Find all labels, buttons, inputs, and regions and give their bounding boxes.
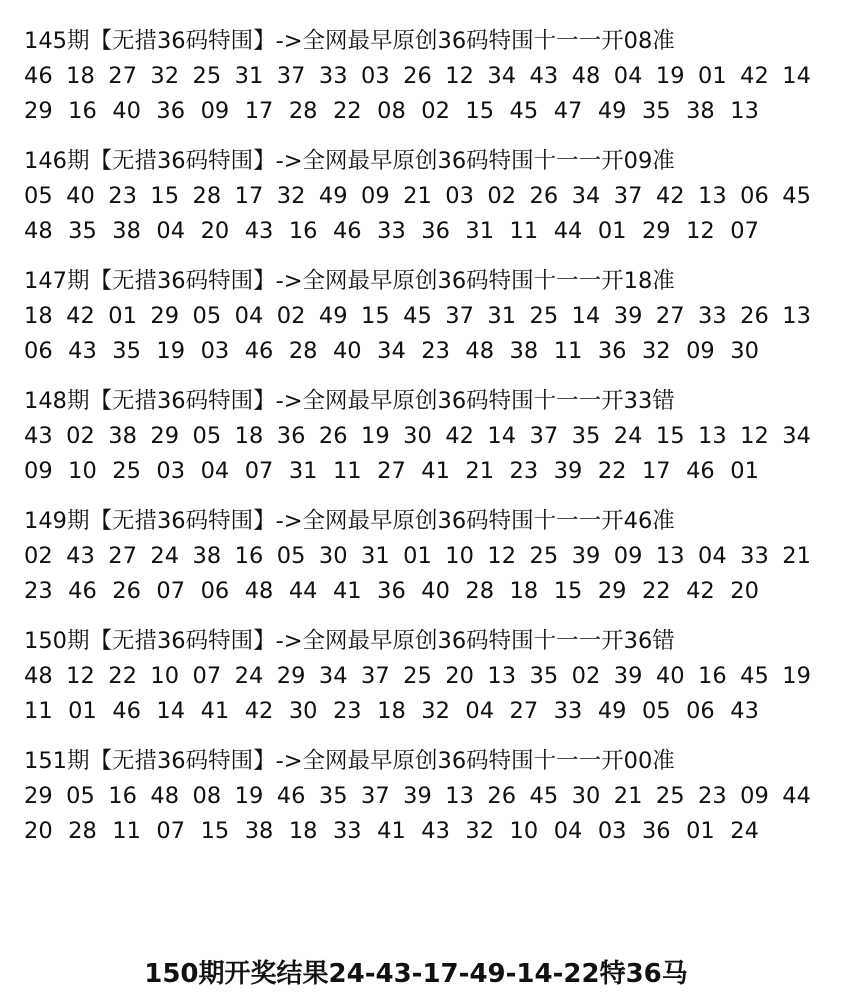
number-cell: 28 — [465, 578, 495, 604]
number-cell: 39 — [613, 303, 643, 329]
number-cell: 46 — [686, 458, 715, 484]
number-cell: 17 — [641, 458, 671, 484]
record-block — [24, 624, 830, 744]
number-cell: 25 — [112, 458, 141, 484]
number-cell: 09 — [613, 543, 643, 569]
number-cell: 21 — [403, 183, 432, 209]
number-cell: 01 — [403, 543, 432, 569]
number-cell: 34 — [571, 183, 601, 209]
number-cell: 33 — [740, 543, 769, 569]
number-cell: 46 — [244, 338, 274, 364]
record-title: 145期【无措36码特围】->全网最早原创36码特围十一一开08准 — [24, 28, 675, 54]
number-cell: 42 — [445, 423, 474, 449]
number-cell: 05 — [276, 543, 306, 569]
number-row — [24, 59, 811, 94]
number-cell: 31 — [288, 458, 318, 484]
number-cell: 15 — [200, 818, 230, 844]
number-cell: 23 — [421, 338, 450, 364]
number-cell: 40 — [66, 183, 95, 209]
number-cell: 12 — [686, 218, 715, 244]
number-cell: 36 — [156, 98, 186, 124]
number-cell: 28 — [68, 818, 97, 844]
number-cell: 43 — [529, 63, 559, 89]
number-cell: 01 — [698, 63, 727, 89]
number-row — [24, 419, 811, 454]
number-cell: 41 — [421, 458, 450, 484]
number-cell: 45 — [782, 183, 811, 209]
number-cell: 09 — [200, 98, 230, 124]
record-block — [24, 264, 830, 384]
number-cell: 39 — [571, 543, 601, 569]
number-cell: 27 — [655, 303, 685, 329]
number-cell: 36 — [597, 338, 627, 364]
number-cell: 20 — [730, 578, 759, 604]
number-cell: 06 — [24, 338, 53, 364]
number-cell: 26 — [318, 423, 348, 449]
number-cell: 07 — [730, 218, 759, 244]
number-cell: 29 — [641, 218, 671, 244]
number-cell: 24 — [234, 663, 264, 689]
number-cell: 46 — [332, 218, 362, 244]
number-cell: 40 — [332, 338, 362, 364]
number-cell: 04 — [234, 303, 264, 329]
number-cell: 02 — [421, 98, 450, 124]
record-title: 150期【无措36码特围】->全网最早原创36码特围十一一开36错 — [24, 628, 675, 654]
number-cell: 30 — [730, 338, 759, 364]
record-title: 149期【无措36码特围】->全网最早原创36码特围十一一开46准 — [24, 508, 675, 534]
number-cell: 45 — [509, 98, 539, 124]
number-cell: 27 — [108, 63, 137, 89]
number-cell: 26 — [487, 783, 517, 809]
number-cell: 02 — [276, 303, 306, 329]
number-cell: 10 — [445, 543, 474, 569]
number-cell: 13 — [445, 783, 474, 809]
number-cell: 26 — [740, 303, 769, 329]
number-cell: 05 — [24, 183, 53, 209]
number-cell: 16 — [234, 543, 264, 569]
number-row — [24, 574, 811, 609]
prediction-records — [24, 24, 830, 864]
number-cell: 46 — [276, 783, 306, 809]
number-cell: 07 — [192, 663, 222, 689]
number-cell: 37 — [445, 303, 474, 329]
number-cell: 43 — [421, 818, 450, 844]
number-cell: 25 — [529, 543, 559, 569]
number-cell: 19 — [361, 423, 390, 449]
number-cell: 13 — [730, 98, 759, 124]
number-cell: 15 — [465, 98, 495, 124]
number-cell: 42 — [686, 578, 715, 604]
number-cell: 35 — [529, 663, 559, 689]
number-cell: 16 — [288, 218, 318, 244]
draw-result-footer: 150期开奖结果24-43-17-49-14-22特36马 — [144, 959, 688, 989]
number-cell: 05 — [641, 698, 671, 724]
number-cell: 46 — [68, 578, 97, 604]
number-cell: 14 — [782, 63, 811, 89]
number-cell: 05 — [66, 783, 95, 809]
number-cell: 04 — [613, 63, 643, 89]
number-cell: 07 — [156, 578, 186, 604]
number-row — [24, 179, 811, 214]
number-cell: 30 — [403, 423, 432, 449]
number-cell: 02 — [571, 663, 601, 689]
number-cell: 11 — [509, 218, 539, 244]
number-cell: 33 — [377, 218, 406, 244]
number-cell: 32 — [421, 698, 450, 724]
number-cell: 02 — [24, 543, 53, 569]
number-cell: 19 — [234, 783, 264, 809]
number-cell: 29 — [24, 783, 53, 809]
number-cell: 35 — [641, 98, 671, 124]
number-row — [24, 694, 811, 729]
number-cell: 28 — [288, 338, 318, 364]
number-cell: 28 — [192, 183, 222, 209]
number-cell: 26 — [403, 63, 432, 89]
number-cell: 29 — [150, 423, 180, 449]
number-cell: 05 — [192, 423, 222, 449]
number-cell: 35 — [112, 338, 141, 364]
record-title: 147期【无措36码特围】->全网最早原创36码特围十一一开18准 — [24, 268, 675, 294]
number-cell: 44 — [288, 578, 318, 604]
number-cell: 06 — [200, 578, 230, 604]
number-cell: 01 — [597, 218, 627, 244]
number-cell: 48 — [465, 338, 495, 364]
number-cell: 23 — [332, 698, 362, 724]
number-cell: 41 — [200, 698, 230, 724]
number-cell: 33 — [553, 698, 583, 724]
number-cell: 25 — [403, 663, 432, 689]
number-cell: 37 — [276, 63, 306, 89]
number-cell: 21 — [613, 783, 643, 809]
number-cell: 08 — [377, 98, 406, 124]
number-cell: 09 — [361, 183, 390, 209]
number-cell: 29 — [597, 578, 627, 604]
number-cell: 38 — [509, 338, 539, 364]
record-title: 148期【无措36码特围】->全网最早原创36码特围十一一开33错 — [24, 388, 675, 414]
number-cell: 43 — [24, 423, 53, 449]
number-cell: 24 — [613, 423, 643, 449]
number-cell: 36 — [276, 423, 306, 449]
number-cell: 19 — [655, 63, 685, 89]
number-cell: 14 — [156, 698, 186, 724]
number-cell: 45 — [529, 783, 559, 809]
record-block — [24, 24, 830, 144]
record-title: 151期【无措36码特围】->全网最早原创36码特围十一一开00准 — [24, 748, 675, 774]
number-cell: 38 — [686, 98, 715, 124]
number-cell: 38 — [192, 543, 222, 569]
number-cell: 44 — [782, 783, 811, 809]
number-cell: 38 — [112, 218, 141, 244]
number-cell: 09 — [24, 458, 53, 484]
number-cell: 03 — [597, 818, 627, 844]
number-cell: 46 — [24, 63, 53, 89]
number-cell: 33 — [698, 303, 727, 329]
number-cell: 10 — [509, 818, 539, 844]
number-cell: 10 — [68, 458, 97, 484]
number-cell: 19 — [782, 663, 811, 689]
number-cell: 39 — [403, 783, 432, 809]
number-cell: 03 — [445, 183, 474, 209]
number-cell: 09 — [740, 783, 769, 809]
number-cell: 13 — [655, 543, 685, 569]
number-cell: 06 — [686, 698, 715, 724]
number-cell: 18 — [509, 578, 539, 604]
number-cell: 29 — [276, 663, 306, 689]
number-cell: 06 — [740, 183, 769, 209]
number-cell: 23 — [24, 578, 53, 604]
number-cell: 21 — [782, 543, 811, 569]
number-cell: 18 — [288, 818, 318, 844]
record-block — [24, 144, 830, 264]
number-cell: 01 — [68, 698, 97, 724]
number-cell: 33 — [332, 818, 362, 844]
record-title: 146期【无措36码特围】->全网最早原创36码特围十一一开09准 — [24, 148, 675, 174]
number-cell: 11 — [112, 818, 141, 844]
number-cell: 18 — [234, 423, 264, 449]
number-cell: 10 — [150, 663, 180, 689]
number-cell: 23 — [698, 783, 727, 809]
number-cell: 29 — [24, 98, 53, 124]
number-cell: 38 — [244, 818, 274, 844]
number-cell: 32 — [641, 338, 671, 364]
number-cell: 27 — [377, 458, 406, 484]
number-cell: 17 — [234, 183, 264, 209]
number-cell: 35 — [571, 423, 601, 449]
number-cell: 48 — [24, 218, 53, 244]
number-cell: 22 — [108, 663, 137, 689]
number-cell: 04 — [698, 543, 727, 569]
number-cell: 49 — [597, 98, 627, 124]
number-cell: 11 — [332, 458, 362, 484]
number-cell: 31 — [234, 63, 264, 89]
number-cell: 25 — [529, 303, 559, 329]
number-cell: 37 — [361, 783, 390, 809]
number-cell: 04 — [553, 818, 583, 844]
number-cell: 42 — [655, 183, 685, 209]
number-cell: 22 — [641, 578, 671, 604]
number-cell: 27 — [509, 698, 539, 724]
number-cell: 16 — [108, 783, 137, 809]
number-cell: 24 — [150, 543, 180, 569]
number-cell: 15 — [553, 578, 583, 604]
number-cell: 39 — [613, 663, 643, 689]
number-cell: 36 — [377, 578, 406, 604]
number-row — [24, 539, 811, 574]
number-cell: 49 — [318, 303, 348, 329]
number-cell: 13 — [698, 423, 727, 449]
number-cell: 40 — [655, 663, 685, 689]
number-cell: 36 — [641, 818, 671, 844]
number-cell: 49 — [597, 698, 627, 724]
record-block — [24, 504, 830, 624]
number-cell: 17 — [244, 98, 274, 124]
number-cell: 26 — [112, 578, 141, 604]
number-cell: 11 — [24, 698, 53, 724]
number-cell: 01 — [730, 458, 759, 484]
number-cell: 37 — [529, 423, 559, 449]
number-cell: 13 — [698, 183, 727, 209]
number-cell: 12 — [445, 63, 474, 89]
number-cell: 28 — [288, 98, 318, 124]
number-cell: 42 — [66, 303, 95, 329]
number-cell: 43 — [244, 218, 274, 244]
number-cell: 45 — [740, 663, 769, 689]
number-cell: 43 — [68, 338, 97, 364]
number-cell: 15 — [655, 423, 685, 449]
number-cell: 01 — [108, 303, 137, 329]
number-cell: 04 — [200, 458, 230, 484]
number-cell: 01 — [686, 818, 715, 844]
number-row — [24, 779, 811, 814]
number-cell: 30 — [571, 783, 601, 809]
number-cell: 32 — [465, 818, 495, 844]
number-cell: 41 — [332, 578, 362, 604]
number-cell: 24 — [730, 818, 759, 844]
number-cell: 18 — [377, 698, 406, 724]
number-cell: 34 — [318, 663, 348, 689]
number-cell: 04 — [465, 698, 495, 724]
number-cell: 05 — [192, 303, 222, 329]
number-cell: 12 — [487, 543, 517, 569]
number-cell: 35 — [68, 218, 97, 244]
number-cell: 38 — [108, 423, 137, 449]
number-cell: 48 — [24, 663, 53, 689]
number-cell: 22 — [332, 98, 362, 124]
number-cell: 21 — [465, 458, 495, 484]
number-row — [24, 659, 811, 694]
number-row — [24, 94, 811, 129]
number-cell: 12 — [740, 423, 769, 449]
number-cell: 04 — [156, 218, 186, 244]
record-block — [24, 384, 830, 504]
number-cell: 11 — [553, 338, 583, 364]
number-cell: 31 — [361, 543, 390, 569]
number-cell: 47 — [553, 98, 583, 124]
number-cell: 15 — [361, 303, 390, 329]
number-row — [24, 814, 811, 849]
number-cell: 29 — [150, 303, 180, 329]
number-cell: 30 — [288, 698, 318, 724]
number-cell: 42 — [244, 698, 274, 724]
record-block — [24, 744, 830, 864]
number-cell: 34 — [487, 63, 517, 89]
number-cell: 33 — [318, 63, 348, 89]
number-cell: 03 — [200, 338, 230, 364]
number-cell: 20 — [445, 663, 474, 689]
number-cell: 35 — [318, 783, 348, 809]
number-cell: 34 — [782, 423, 811, 449]
number-cell: 23 — [509, 458, 539, 484]
number-cell: 43 — [730, 698, 759, 724]
number-cell: 02 — [66, 423, 95, 449]
number-cell: 40 — [421, 578, 450, 604]
number-cell: 25 — [192, 63, 222, 89]
number-cell: 16 — [698, 663, 727, 689]
number-cell: 08 — [192, 783, 222, 809]
number-cell: 48 — [571, 63, 601, 89]
number-cell: 36 — [421, 218, 450, 244]
number-cell: 44 — [553, 218, 583, 244]
number-row — [24, 454, 811, 489]
number-cell: 45 — [403, 303, 432, 329]
number-cell: 16 — [68, 98, 97, 124]
number-cell: 13 — [487, 663, 517, 689]
number-cell: 22 — [597, 458, 627, 484]
number-cell: 46 — [112, 698, 141, 724]
number-cell: 48 — [150, 783, 180, 809]
number-cell: 18 — [66, 63, 95, 89]
number-cell: 49 — [318, 183, 348, 209]
number-cell: 23 — [108, 183, 137, 209]
number-cell: 07 — [156, 818, 186, 844]
number-cell: 39 — [553, 458, 583, 484]
number-cell: 03 — [156, 458, 186, 484]
number-cell: 40 — [112, 98, 141, 124]
number-row — [24, 299, 811, 334]
number-cell: 37 — [361, 663, 390, 689]
number-cell: 12 — [66, 663, 95, 689]
number-cell: 15 — [150, 183, 180, 209]
number-cell: 26 — [529, 183, 559, 209]
number-cell: 32 — [276, 183, 306, 209]
number-cell: 41 — [377, 818, 406, 844]
number-row — [24, 334, 811, 369]
number-cell: 20 — [200, 218, 230, 244]
number-cell: 42 — [740, 63, 769, 89]
number-cell: 14 — [571, 303, 601, 329]
number-cell: 09 — [686, 338, 715, 364]
number-cell: 37 — [613, 183, 643, 209]
number-cell: 43 — [66, 543, 95, 569]
number-cell: 34 — [377, 338, 406, 364]
number-row — [24, 214, 811, 249]
number-cell: 48 — [244, 578, 274, 604]
number-cell: 32 — [150, 63, 180, 89]
number-cell: 02 — [487, 183, 517, 209]
number-cell: 14 — [487, 423, 517, 449]
number-cell: 13 — [782, 303, 811, 329]
number-cell: 31 — [487, 303, 517, 329]
number-cell: 03 — [361, 63, 390, 89]
number-cell: 31 — [465, 218, 495, 244]
number-cell: 30 — [318, 543, 348, 569]
number-cell: 25 — [655, 783, 685, 809]
number-cell: 07 — [244, 458, 274, 484]
number-cell: 18 — [24, 303, 53, 329]
number-cell: 27 — [108, 543, 137, 569]
number-cell: 20 — [24, 818, 53, 844]
number-cell: 19 — [156, 338, 186, 364]
